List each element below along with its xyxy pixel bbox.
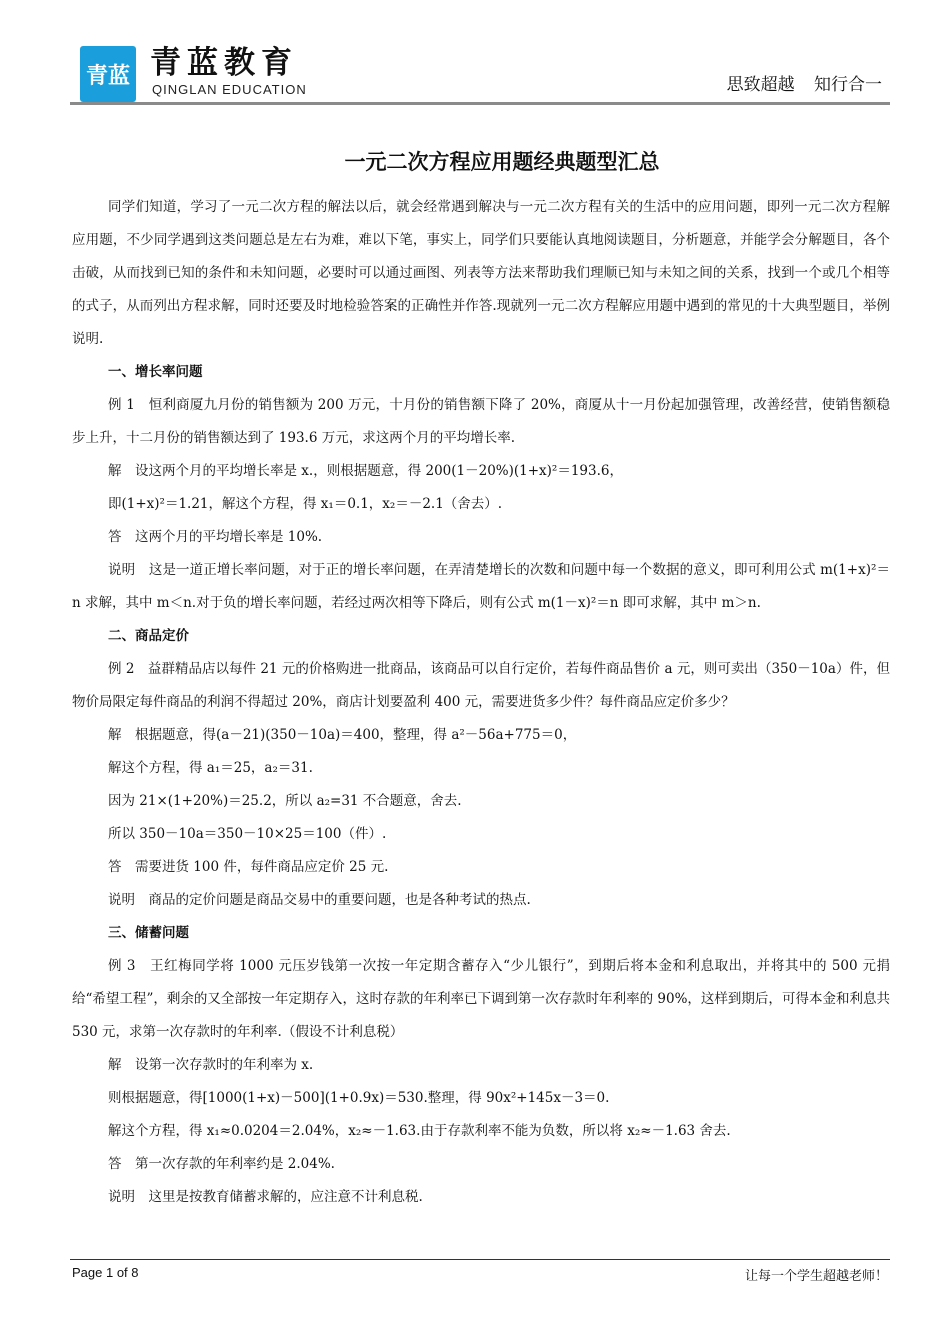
solution-line: 即(1+x)²＝1.21，解这个方程，得 x₁＝0.1，x₂＝－2.1（舍去）. xyxy=(108,496,503,512)
section-heading: 一、增长率问题 xyxy=(108,364,203,380)
page-header xyxy=(70,40,890,106)
example-paragraph: 例 2 益群精品店以每件 21 元的价格购进一批商品，该商品可以自行定价，若每件商品售价 a 元，则可卖出（350－10a）件，但物价局限定每件商品的利润不得超过 20%，商店计划要盈利 400 元，需要进货多少件？每件商品应定价多少？ xyxy=(72,661,890,710)
answer-line: 答 第一次存款的年利率约是 2.04%. xyxy=(108,1156,335,1172)
solution-line: 则根据题意，得[1000(1+x)－500](1+0.9x)＝530.整理，得 90x²+145x－3＝0. xyxy=(108,1090,610,1106)
answer-line: 答 需要进货 100 件，每件商品应定价 25 元. xyxy=(108,859,389,875)
solution-line: 因为 21×(1+20%)＝25.2，所以 a₂=31 不合题意，舍去. xyxy=(108,793,462,809)
example-paragraph: 例 1 恒利商厦九月份的销售额为 200 万元，十月份的销售额下降了 20%，商厦从十一月份起加强管理，改善经营，使销售额稳步上升，十二月份的销售额达到了 193.6 万元，求这两个月的平均增长率. xyxy=(72,397,890,446)
section-savings xyxy=(72,917,890,1214)
section-growth-rate xyxy=(72,356,890,620)
solution-line: 解这个方程，得 a₁＝25，a₂＝31. xyxy=(108,760,313,776)
header-divider xyxy=(70,102,890,105)
document-title: 一元二次方程应用题经典题型汇总 xyxy=(344,150,660,174)
section-heading: 二、商品定价 xyxy=(108,628,189,644)
section-pricing xyxy=(72,620,890,917)
solution-line: 解 设这两个月的平均增长率是 x.，则根据题意，得 200(1－20%)(1+x)²＝193.6， xyxy=(108,463,623,479)
logo-subtitle: QINGLAN EDUCATION xyxy=(152,82,307,97)
note-paragraph: 说明 商品的定价问题是商品交易中的重要问题，也是各种考试的热点. xyxy=(108,892,531,908)
solution-line: 解这个方程，得 x₁≈0.0204＝2.04%，x₂≈－1.63.由于存款利率不能为负数，所以将 x₂≈－1.63 舍去. xyxy=(108,1123,731,1139)
page-number: Page 1 of 8 xyxy=(72,1265,139,1280)
logo-title: 青蓝教育 xyxy=(150,45,298,81)
qinglan-logo-icon xyxy=(80,46,136,102)
solution-line: 解 设第一次存款时的年利率为 x. xyxy=(108,1057,314,1073)
solution-line: 所以 350－10a＝350－10×25＝100（件）. xyxy=(108,826,387,842)
example-paragraph: 例 3 王红梅同学将 1000 元压岁钱第一次按一年定期含蓄存入“少儿银行”，到期后将本金和利息取出，并将其中的 500 元捐给“希望工程”，剩余的又全部按一年定期存入，这时存款的年利率已下调到第一次存款时年利率的 90%，这样到期后，可得本金和利息共 530 元，求第一次存款时的年利率.（假设不计利息税） xyxy=(72,958,890,1040)
header-slogan: 思致超越 知行合一 xyxy=(726,75,882,95)
section-heading: 三、储蓄问题 xyxy=(108,925,189,941)
intro-paragraph: 同学们知道，学习了一元二次方程的解法以后，就会经常遇到解决与一元二次方程有关的生活中的应用问题，即列一元二次方程解应用题，不少同学遇到这类问题总是左右为难，难以下笔，事实上，同学们只要能认真地阅读题目，分析题意，并能学会分解题目，各个击破，从而找到已知的条件和未知问题，必要时可以通过画图、列表等方法来帮助我们理顺已知与未知之间的关系，找到一个或几个相等的式子，从而列出方程求解，同时还要及时地检验答案的正确性并作答.现就列一元二次方程解应用题中遇到的常见的十大典型题目，举例说明. xyxy=(72,199,890,347)
logo-mark-text: 青蓝 xyxy=(85,64,131,89)
footer-motto: 让每一个学生超越老师！ xyxy=(744,1269,888,1284)
document-body xyxy=(72,191,890,1214)
note-paragraph: 说明 这是一道正增长率问题，对于正的增长率问题，在弄清楚增长的次数和问题中每一个数据的意义，即可利用公式 m(1+x)²＝n 求解，其中 m＜n.对于负的增长率问题，若经过两次相等下降后，则有公式 m(1－x)²＝n 即可求解，其中 m＞n. xyxy=(72,562,890,611)
note-paragraph: 说明 这里是按教育储蓄求解的，应注意不计利息税. xyxy=(108,1189,423,1205)
solution-line: 解 根据题意，得(a－21)(350－10a)＝400，整理，得 a²－56a+775＝0， xyxy=(108,727,577,743)
answer-line: 答 这两个月的平均增长率是 10%. xyxy=(108,529,323,545)
footer-divider xyxy=(70,1259,890,1260)
